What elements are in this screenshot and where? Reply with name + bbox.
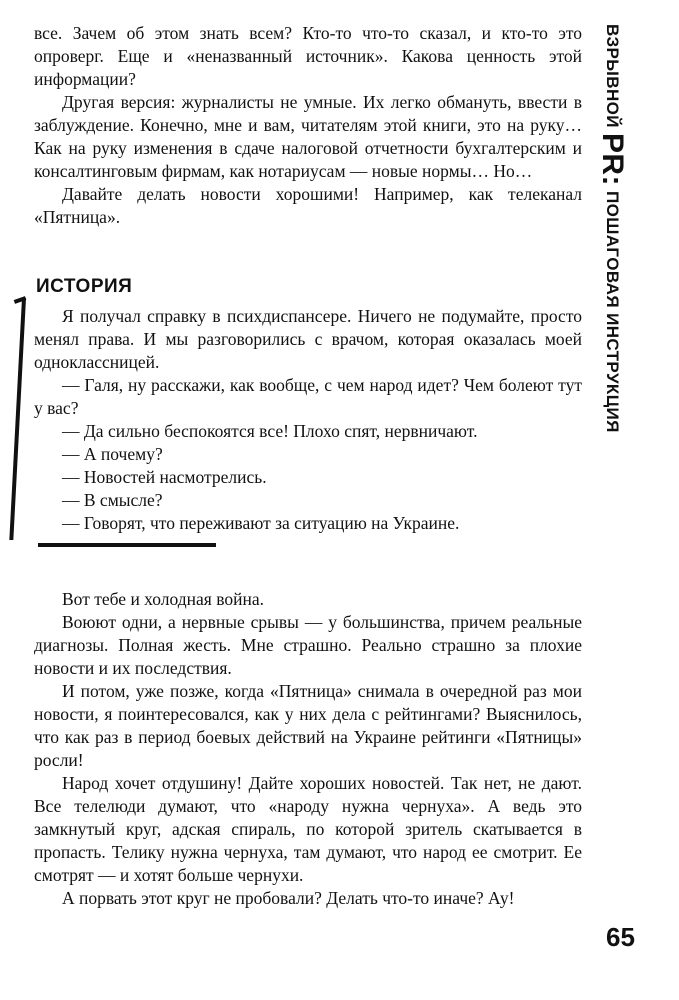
running-title [597,24,627,433]
paragraph: А порвать этот круг не пробовали? Делать что-то иначе? Ау! [62,888,515,908]
paragraph: И потом, уже позже, когда «Пятница» снимала в очередной раз мои новости, я поинтересовался, как у них дела с рейтингами? Выяснилось, что как раз в период боевых действий на Украине рейтинги «Пятницы» росли! [34,681,582,770]
story-line: — В смысле? [62,490,163,510]
story-block [34,305,582,535]
story-line: — А почему? [62,444,163,464]
paragraph: Народ хочет отдушину! Дайте хороших новостей. Так нет, не дают. Все телелюди думают, что «народу нужна чернуха». А ведь это замкнутый круг, адская спираль, по которой зритель скатывается в пропасть. Телику нужна чернуха, там думают, что народ ее смотрит. Ее смотрят — и хотят больше чернухи. [34,773,582,885]
running-title-part: ПОШАГОВАЯ ИНСТРУКЦИЯ [603,185,622,433]
running-title-part: ВЗРЫВНОЙ [603,24,622,134]
story-heading: ИСТОРИЯ [36,276,133,297]
story-bracket-bottom [38,543,216,547]
paragraph: Другая версия: журналисты не умные. Их легко обмануть, ввести в заблуждение. Конечно, мне и вам, читателям этой книги, это на руку… Как на руку изменения в сдаче налоговой отчетности бухгалтерским и консалтинговым фирмам, как нотариусам — новые нормы… Но… [34,92,582,181]
paragraph: Вот тебе и холодная война. [62,589,264,609]
paragraph: Давайте делать новости хорошими! Например, как телеканал «Пятница». [34,184,582,227]
paragraph: Воюют одни, а нервные срывы — у большинства, причем реальные диагнозы. Полная жесть. Мне страшно. Реально страшно за плохие новости и их последствия. [34,612,582,678]
story-line: Я получал справку в психдиспансере. Ничего не подумайте, просто менял права. И мы разговорились с врачом, которая оказалась моей одноклассницей. [34,306,582,372]
story-line: — Говорят, что переживают за ситуацию на Украине. [62,513,460,533]
page-number: 65 [606,922,635,952]
running-title-pr: PR: [596,133,629,186]
bottom-text-block [34,588,582,910]
top-text-block [34,22,582,229]
story-line: — Галя, ну расскажи, как вообще, с чем народ идет? Чем болеют тут у вас? [34,375,582,418]
story-line: — Новостей насмотрелись. [62,467,267,487]
paragraph: все. Зачем об этом знать всем? Кто-то что-то сказал, и кто-то это опроверг. Еще и «неназванный источник». Какова ценность этой информации? [34,23,582,89]
story-line: — Да сильно беспокоятся все! Плохо спят, нервничают. [62,421,478,441]
story-bracket-vertical [9,298,26,540]
